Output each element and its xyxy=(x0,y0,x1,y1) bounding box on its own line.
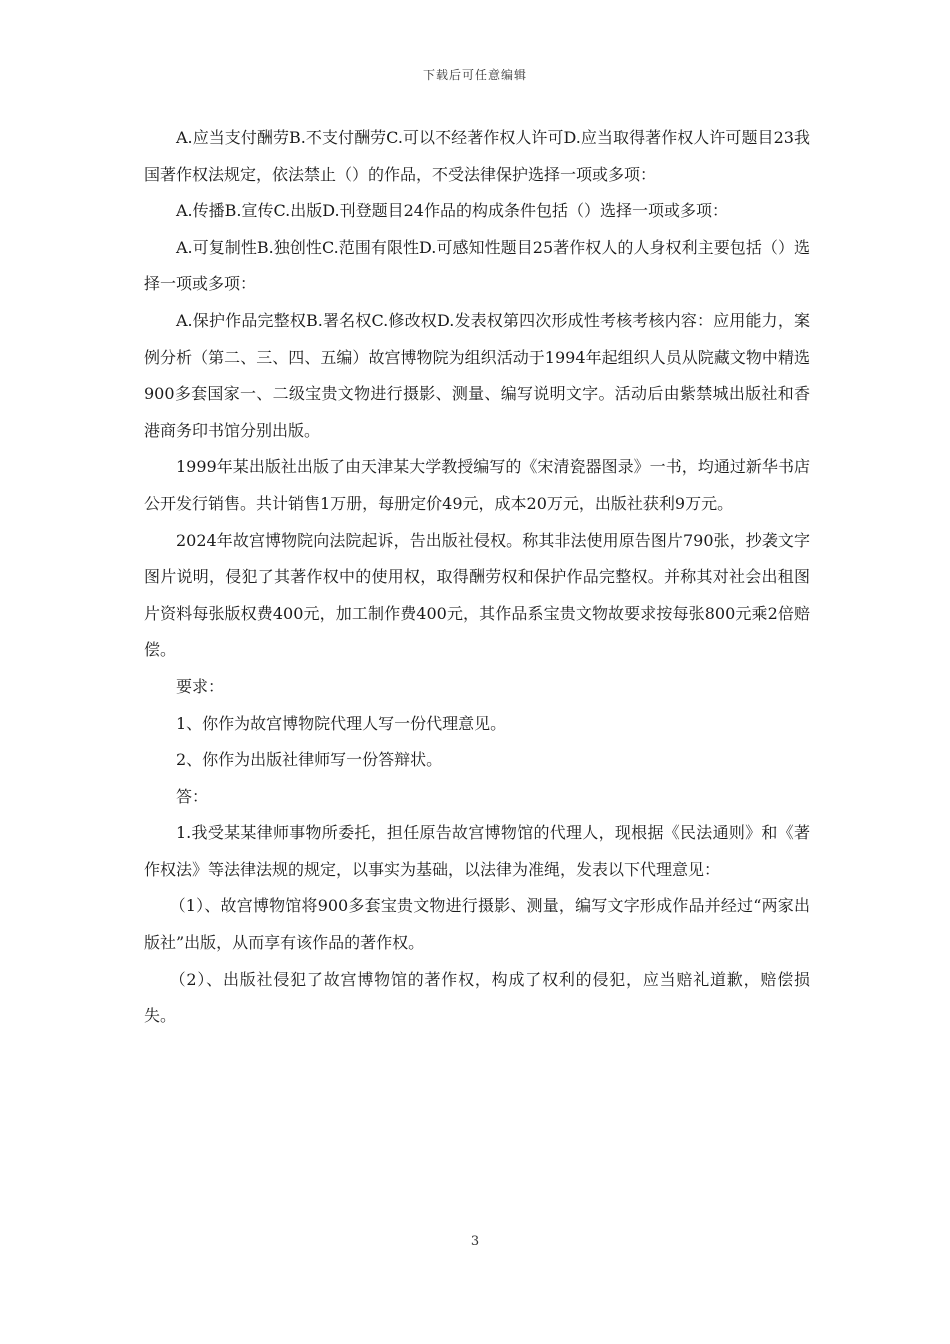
paragraph-answer-intro: 1.我受某某律师事物所委托，担任原告故宫博物馆的代理人，现根据《民法通则》和《著作权法》等法律法规的规定，以事实为基础，以法律为准绳，发表以下代理意见： xyxy=(144,823,810,879)
paragraph-q22-options-q23: A.应当支付酬劳B.不支付酬劳C.可以不经著作权人许可D.应当取得著作权人许可题目23我国著作权法规定，依法禁止（）的作品，不受法律保护选择一项或多项： xyxy=(144,128,810,184)
paragraph-answer-point-2: （2）、出版社侵犯了故宫博物馆的著作权，构成了权利的侵犯，应当赔礼道歉，赔偿损失。 xyxy=(144,969,810,1026)
paragraph-requirement-1: 1、你作为故宫博物院代理人写一份代理意见。 xyxy=(176,713,507,733)
page-header: 下载后可任意编辑 xyxy=(422,68,527,82)
paragraph-answer-point-1: （1）、故宫博物馆将900多套宝贵文物进行摄影、测量，编写文字形成作品并经过“两家出版社”出版，从而享有该作品的著作权。 xyxy=(144,896,810,953)
paragraph-q24-options-q25: A.可复制性B.独创性C.范围有限性D.可感知性题目25著作权人的人身权利主要包括（）选择一项或多项： xyxy=(144,237,810,294)
paragraph-case-1999: 1999年某出版社出版了由天津某大学教授编写的《宋清瓷器图录》一书，均通过新华书店公开发行销售。共计销售1万册，每册定价49元，成本20万元，出版社获利9万元。 xyxy=(144,457,810,513)
document-body xyxy=(144,120,810,1035)
paragraph-requirement-2: 2、你作为出版社律师写一份答辩状。 xyxy=(176,750,443,770)
paragraph-answer-label: 答： xyxy=(176,786,209,806)
paragraph-requirements: 要求： xyxy=(176,676,225,696)
paragraph-q25-options-case: A.保护作品完整权B.署名权C.修改权D.发表权第四次形成性考核考核内容：应用能力，案例分析（第二、三、四、五编）故宫博物院为组织活动于1994年起组织人员从院藏文物中精选900多套国家一、二级宝贵文物进行摄影、测量、编写说明文字。活动后由紫禁城出版社和香港商务印书馆分别出版。 xyxy=(144,310,810,440)
page-number: 3 xyxy=(470,1234,480,1249)
paragraph-q23-options-q24: A.传播B.宣传C.出版D.刊登题目24作品的构成条件包括（）选择一项或多项： xyxy=(176,201,728,221)
paragraph-case-2024: 2024年故宫博物院向法院起诉，告出版社侵权。称其非法使用原告图片790张，抄袭文字图片说明，侵犯了其著作权中的使用权，取得酬劳权和保护作品完整权。并称其对社会出租图片资料每张版权费400元，加工制作费400元，其作品系宝贵文物故要求按每张800元乘2倍赔偿。 xyxy=(144,530,810,660)
